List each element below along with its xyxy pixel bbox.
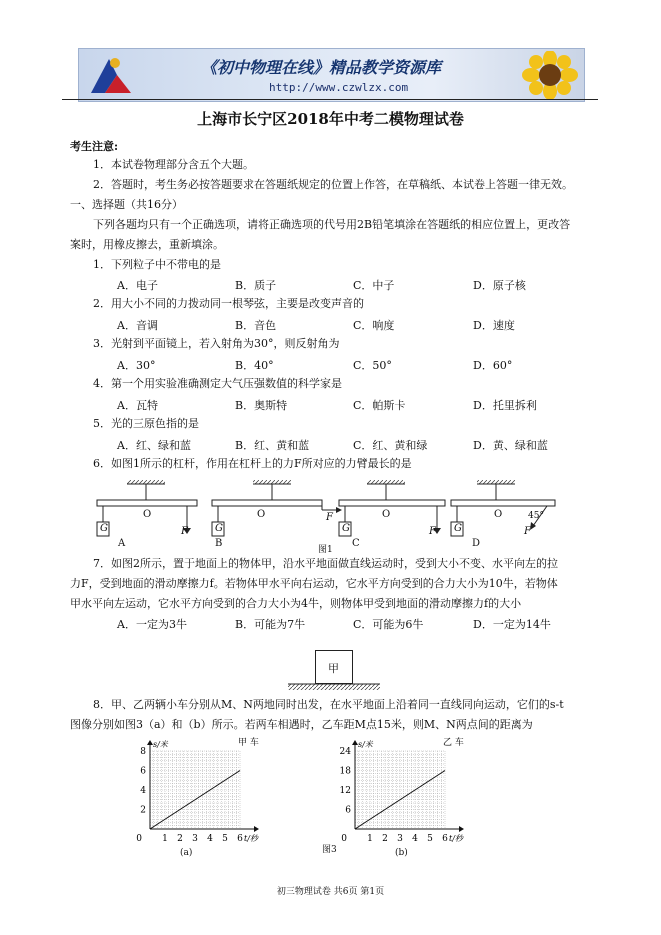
option-a: A．瓦特 [117, 399, 158, 412]
option-b: B．质子 [235, 279, 277, 292]
force-label: F [326, 512, 333, 523]
option-d: D．原子核 [473, 279, 526, 292]
question-stem: 3．光射到平面镜上，若入射角为30°，则反射角为 [93, 337, 340, 350]
x-tick-label: 5 [222, 834, 228, 844]
x-tick-label: 6 [237, 834, 243, 844]
section-instruction-1: 下列各题均只有一个正确选项，请将正确选项的代号用2B铅笔填涂在答题纸的相应位置上，更改答 [93, 218, 571, 231]
section-heading: 一、选择题（共16分） [70, 198, 183, 211]
question-stem: 6．如图1所示的杠杆，作用在杠杆上的力F所对应的力臂最长的是 [93, 457, 412, 470]
y-tick-label: 24 [339, 747, 351, 757]
chart-title: 甲 车 [238, 738, 259, 748]
force-label: F [524, 526, 531, 537]
y-tick-label: 6 [345, 805, 351, 816]
question-stem: 5．光的三原色指的是 [93, 417, 199, 430]
y-tick-label: 4 [140, 786, 146, 796]
x-tick-label: 5 [427, 834, 433, 844]
force-label: F [181, 526, 188, 537]
figure-1-caption: 图1 [318, 545, 333, 555]
sunflower-icon [519, 51, 581, 99]
y-tick-label: 12 [339, 786, 351, 796]
notice-item-2: 2．答题时，考生务必按答题要求在答题纸规定的位置上作答，在草稿纸、本试卷上答题一律无效。 [93, 178, 573, 191]
pivot-label: O [382, 509, 391, 520]
x-tick-label: 2 [382, 834, 388, 844]
option-d: D．60° [473, 359, 513, 372]
y-axis-label: s/米 [358, 740, 373, 749]
option-d: D．速度 [473, 319, 515, 332]
lever-d [451, 480, 555, 536]
question-stem: 4．第一个用实验准确测定大气压强数值的科学家是 [93, 377, 342, 390]
block-label: 甲 [328, 662, 339, 675]
force-label: F [429, 526, 436, 537]
weight-label: G [215, 523, 223, 534]
x-axis-arrow [254, 826, 259, 832]
option-b: B．奥斯特 [235, 399, 288, 412]
x-tick-label: 6 [442, 834, 448, 844]
page-title: 上海市长宁区2018年中考二模物理试卷 [197, 110, 464, 128]
option-c-label: C [352, 538, 360, 549]
section-instruction-2: 案时，用橡皮擦去，重新填涂。 [70, 238, 224, 251]
page-footer: 初三物理试卷 共6页 第1页 [276, 887, 385, 897]
angle-label: 45° [528, 511, 544, 521]
y-tick-label: 6 [140, 766, 146, 777]
option-a: A．红、绿和蓝 [117, 439, 191, 452]
option-b: B．红、黄和蓝 [235, 439, 310, 452]
option-c: C．50° [353, 359, 392, 372]
pivot-label: O [257, 509, 266, 520]
question-8-line-1: 8．甲、乙两辆小车分别从M、N两地同时出发，在水平地面上沿着同一直线同向运动，它们的s-t [93, 698, 564, 711]
x-tick-label: 1 [367, 834, 373, 844]
option-c: C．响度 [353, 319, 395, 332]
x-tick-label: 1 [162, 834, 168, 844]
option-a: A．音调 [117, 319, 158, 332]
question-7-line-1: 7．如图2所示，置于地面上的物体甲，沿水平地面做直线运动时，受到大小不变、水平向左的拉 [93, 557, 558, 570]
chart-b [333, 733, 483, 851]
x-axis-arrow [459, 826, 464, 832]
x-axis-label: t/秒 [449, 834, 463, 843]
y-axis-label: s/米 [153, 740, 168, 749]
logo-icon [87, 53, 147, 97]
chart-a [128, 733, 278, 851]
block-jia [315, 650, 353, 684]
option-d-label: D [472, 538, 481, 549]
figure-3-caption: 图3 [322, 845, 337, 855]
option-a-label: A [118, 538, 126, 549]
y-tick-label: 2 [140, 805, 146, 816]
y-tick-label: 0 [136, 834, 142, 844]
x-tick-label: 4 [412, 834, 418, 844]
y-tick-label: 18 [339, 766, 351, 777]
x-tick-label: 4 [207, 834, 213, 844]
question-stem: 2．用大小不同的力拨动同一根琴弦，主要是改变声音的 [93, 297, 364, 310]
weight-label: G [342, 523, 350, 534]
option-c: C．红、黄和绿 [353, 439, 428, 452]
ground-line [288, 683, 380, 691]
pivot-label: O [143, 509, 152, 520]
option-b: B．可能为7牛 [235, 618, 306, 631]
question-8-line-2: 图像分别如图3（a）和（b）所示。若两车相遇时，乙车距M点15米，则M、N两点间的距离为 [70, 718, 533, 731]
header-banner [78, 48, 585, 102]
x-tick-label: 3 [397, 834, 403, 844]
weight-label: G [454, 523, 462, 534]
option-d: D．一定为14牛 [473, 618, 551, 631]
weight-label: G [100, 523, 108, 534]
option-d: D．黄、绿和蓝 [473, 439, 548, 452]
header-rule [62, 99, 598, 100]
option-d: D．托里拆利 [473, 399, 537, 412]
chart-title: 乙 车 [443, 738, 464, 748]
option-c: C．可能为6牛 [353, 618, 424, 631]
question-7-line-3: 甲水平向左运动，它水平方向受到的合力大小为4牛，则物体甲受到地面的滑动摩擦力f的大小 [70, 597, 522, 610]
option-b: B．音色 [235, 319, 277, 332]
pivot-label: O [494, 509, 503, 520]
chart-b-sub: (b) [395, 848, 408, 858]
option-b: B．40° [235, 359, 274, 372]
question-stem: 1．下列粒子中不带电的是 [93, 258, 221, 271]
option-a: A．一定为3牛 [117, 618, 187, 631]
y-tick-label: 8 [140, 747, 146, 757]
option-a: A．30° [117, 359, 156, 372]
notice-item-1: 1．本试卷物理部分含五个大题。 [93, 158, 254, 171]
option-b-label: B [215, 538, 223, 549]
option-a: A．电子 [117, 279, 158, 292]
question-7-line-2: 力F，受到地面的滑动摩擦力f。若物体甲水平向右运动，它水平方向受到的合力大小为10牛，若物体 [70, 577, 558, 590]
x-tick-label: 3 [192, 834, 198, 844]
x-axis-label: t/秒 [244, 834, 258, 843]
chart-a-sub: (a) [180, 848, 193, 858]
y-tick-label: 0 [341, 834, 347, 844]
banner-title: 《初中物理在线》精品教学资源库 [201, 58, 442, 77]
option-c: C．帕斯卡 [353, 399, 406, 412]
x-tick-label: 2 [177, 834, 183, 844]
notice-heading: 考生注意: [70, 140, 119, 153]
banner-url: http://www.czwlzx.com [269, 81, 409, 94]
lever-b [212, 480, 342, 536]
option-c: C．中子 [353, 279, 395, 292]
